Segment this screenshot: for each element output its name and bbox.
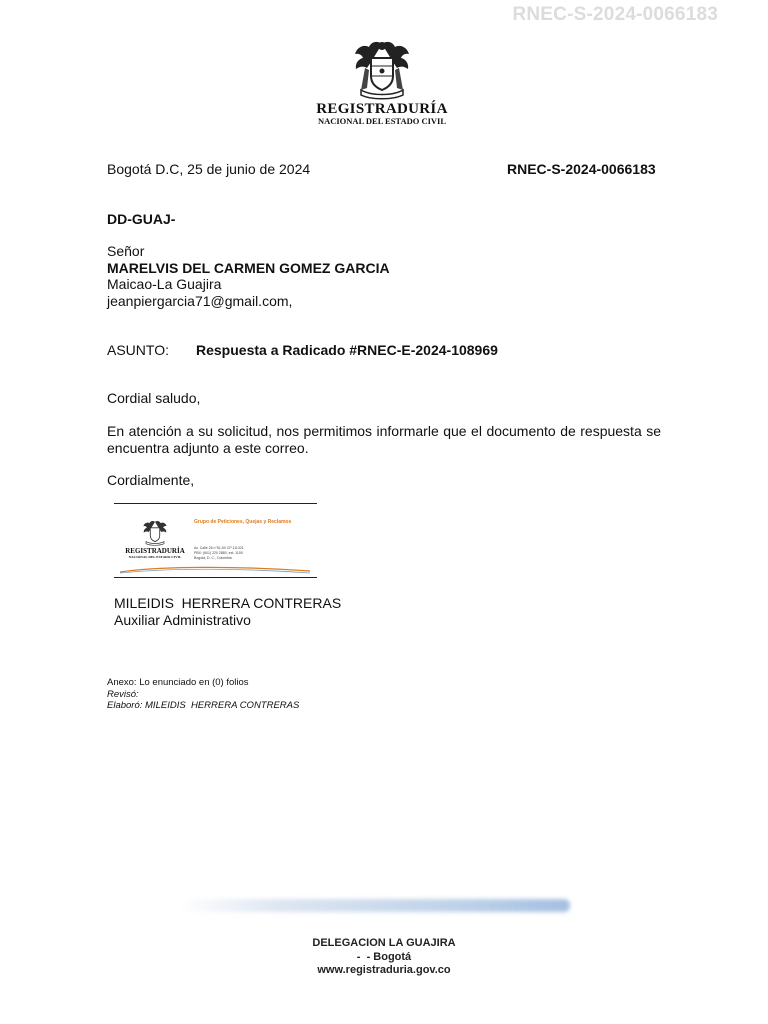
coat-of-arms-icon [347, 38, 417, 102]
signature-brand-name: REGISTRADURÍA [125, 547, 185, 555]
brand-name: REGISTRADURÍA [316, 101, 448, 117]
closing: Cordialmente, [107, 472, 195, 488]
recipient-location: Maicao-La Guajira [107, 276, 222, 292]
recipient-name: MARELVIS DEL CARMEN GOMEZ GARCIA [107, 259, 390, 276]
header-logo [312, 38, 452, 126]
signature-group-name: Grupo de Peticiones, Quejas y Reclamos [194, 519, 292, 525]
signer-name: MILEIDIS HERRERA CONTRERAS [114, 595, 342, 611]
signature-brand [124, 548, 186, 559]
radicado-number: RNEC-S-2024-0066183 [507, 161, 656, 177]
recipient-title: Señor [107, 243, 145, 259]
signature-top-rule [114, 503, 317, 504]
document-watermark: RNEC-S-2024-0066183 [512, 4, 718, 25]
footer [284, 937, 484, 978]
signature-brand-subtitle: NACIONAL DEL ESTADO CIVIL [128, 555, 182, 559]
dependency-code: DD-GUAJ- [107, 211, 176, 227]
salutation: Cordial saludo, [107, 390, 201, 406]
annex-block [107, 677, 299, 712]
footer-website: www.registraduria.gov.co [317, 964, 451, 976]
signer-block [114, 595, 341, 628]
footer-city: - - Bogotá [356, 950, 412, 963]
subject-text: Respuesta a Radicado #RNEC-E-2024-108969 [196, 342, 498, 358]
reviewed-line: Revisó: [107, 688, 139, 700]
recipient-block [107, 243, 390, 309]
body-paragraph: En atención a su solicitud, nos permitimos informarle que el documento de respuesta se encuentra adjunto a este correo. [107, 423, 661, 456]
footer-decoration-bar [180, 899, 570, 912]
annex-line: Anexo: Lo enunciado en (0) folios [107, 677, 249, 688]
signature-bottom-rule [114, 577, 317, 578]
signature-address-line: Bogotá, D. C., Colombia [194, 556, 232, 560]
signature-crest-icon [140, 518, 170, 548]
brand-subtitle: NACIONAL DEL ESTADO CIVIL [317, 116, 447, 126]
signature-address-line: PBX: (601) 220 2880, ext. 1150 [194, 551, 243, 555]
signature-address [194, 546, 304, 561]
footer-office: DELEGACION LA GUAJIRA [312, 937, 456, 949]
signer-role: Auxiliar Administrativo [114, 611, 251, 628]
signature-swoosh [120, 566, 310, 574]
signature-address-line: Av. Calle 26 n°51-50 CP 111321 [194, 546, 244, 550]
signature-card [114, 506, 317, 576]
city-date: Bogotá D.C, 25 de junio de 2024 [107, 161, 311, 177]
recipient-email: jeanpiergarcia71@gmail.com, [107, 292, 293, 309]
subject-label: ASUNTO: [107, 342, 169, 358]
prepared-line: Elaboró: MILEIDIS HERRERA CONTRERAS [107, 700, 300, 711]
